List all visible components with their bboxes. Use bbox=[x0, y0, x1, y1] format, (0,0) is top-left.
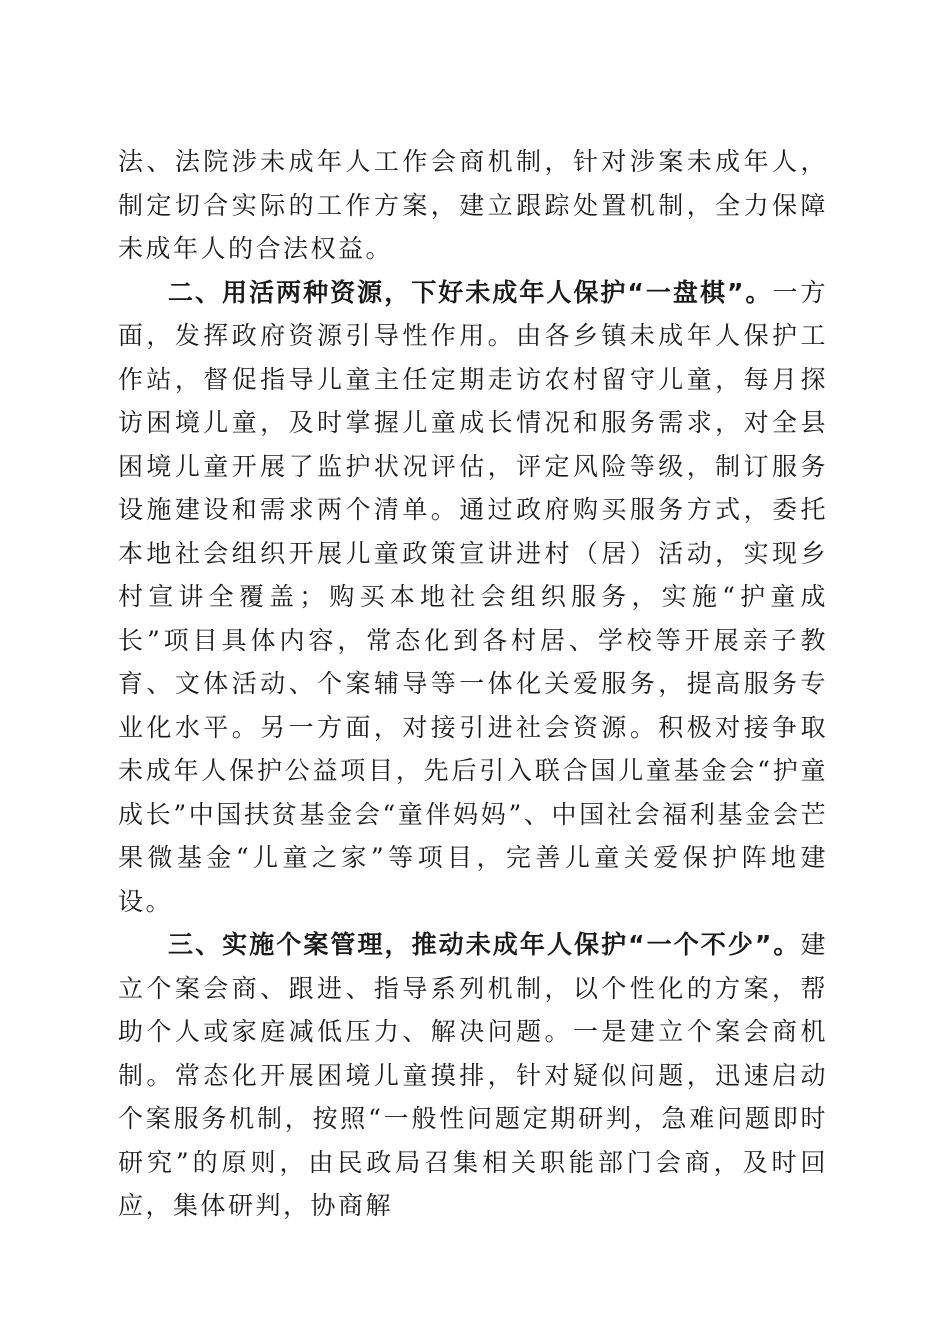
section-heading-2: 二、用活两种资源，下好未成年人保护“一盘棋”。 bbox=[168, 277, 773, 307]
paragraph-section-3 bbox=[118, 923, 828, 1228]
section-body-3: 建立个案会商、跟进、指导系列机制，以个性化的方案，帮助个人或家庭减低压力、解决问题。一是建立个案会商机制。常态化开展困境儿童摸排，针对疑似问题，迅速启动个案服务机制，按照“一般性问题定期研判，急难问题即时研究”的原则，由民政局召集相关职能部门会商，及时回应，集体研判，协商解 bbox=[118, 930, 828, 1220]
paragraph-continuation: 法、法院涉未成年人工作会商机制，针对涉案未成年人，制定切合实际的工作方案，建立跟踪处置机制，全力保障未成年人的合法权益。 bbox=[118, 147, 828, 263]
paragraph-section-2 bbox=[118, 271, 828, 924]
section-body-2: 一方面，发挥政府资源引导性作用。由各乡镇未成年人保护工作站，督促指导儿童主任定期走访农村留守儿童，每月探访困境儿童，及时掌握儿童成长情况和服务需求，对全县困境儿童开展了监护状况评估，评定风险等级，制订服务设施建设和需求两个清单。通过政府购买服务方式，委托本地社会组织开展儿童政策宣讲进村（居）活动，实现乡村宣讲全覆盖；购买本地社会组织服务，实施“护童成长”项目具体内容，常态化到各村居、学校等开展亲子教育、文体活动、个案辅导等一体化关爱服务，提高服务专业化水平。另一方面，对接引进社会资源。积极对接争取未成年人保护公益项目，先后引入联合国儿童基金会“护童成长”中国扶贫基金会“童伴妈妈”、中国社会福利基金会芒果微基金“儿童之家”等项目，完善儿童关爱保护阵地建设。 bbox=[118, 277, 828, 916]
document-body bbox=[118, 140, 828, 1228]
section-heading-3: 三、实施个案管理，推动未成年人保护“一个不少”。 bbox=[168, 930, 801, 959]
